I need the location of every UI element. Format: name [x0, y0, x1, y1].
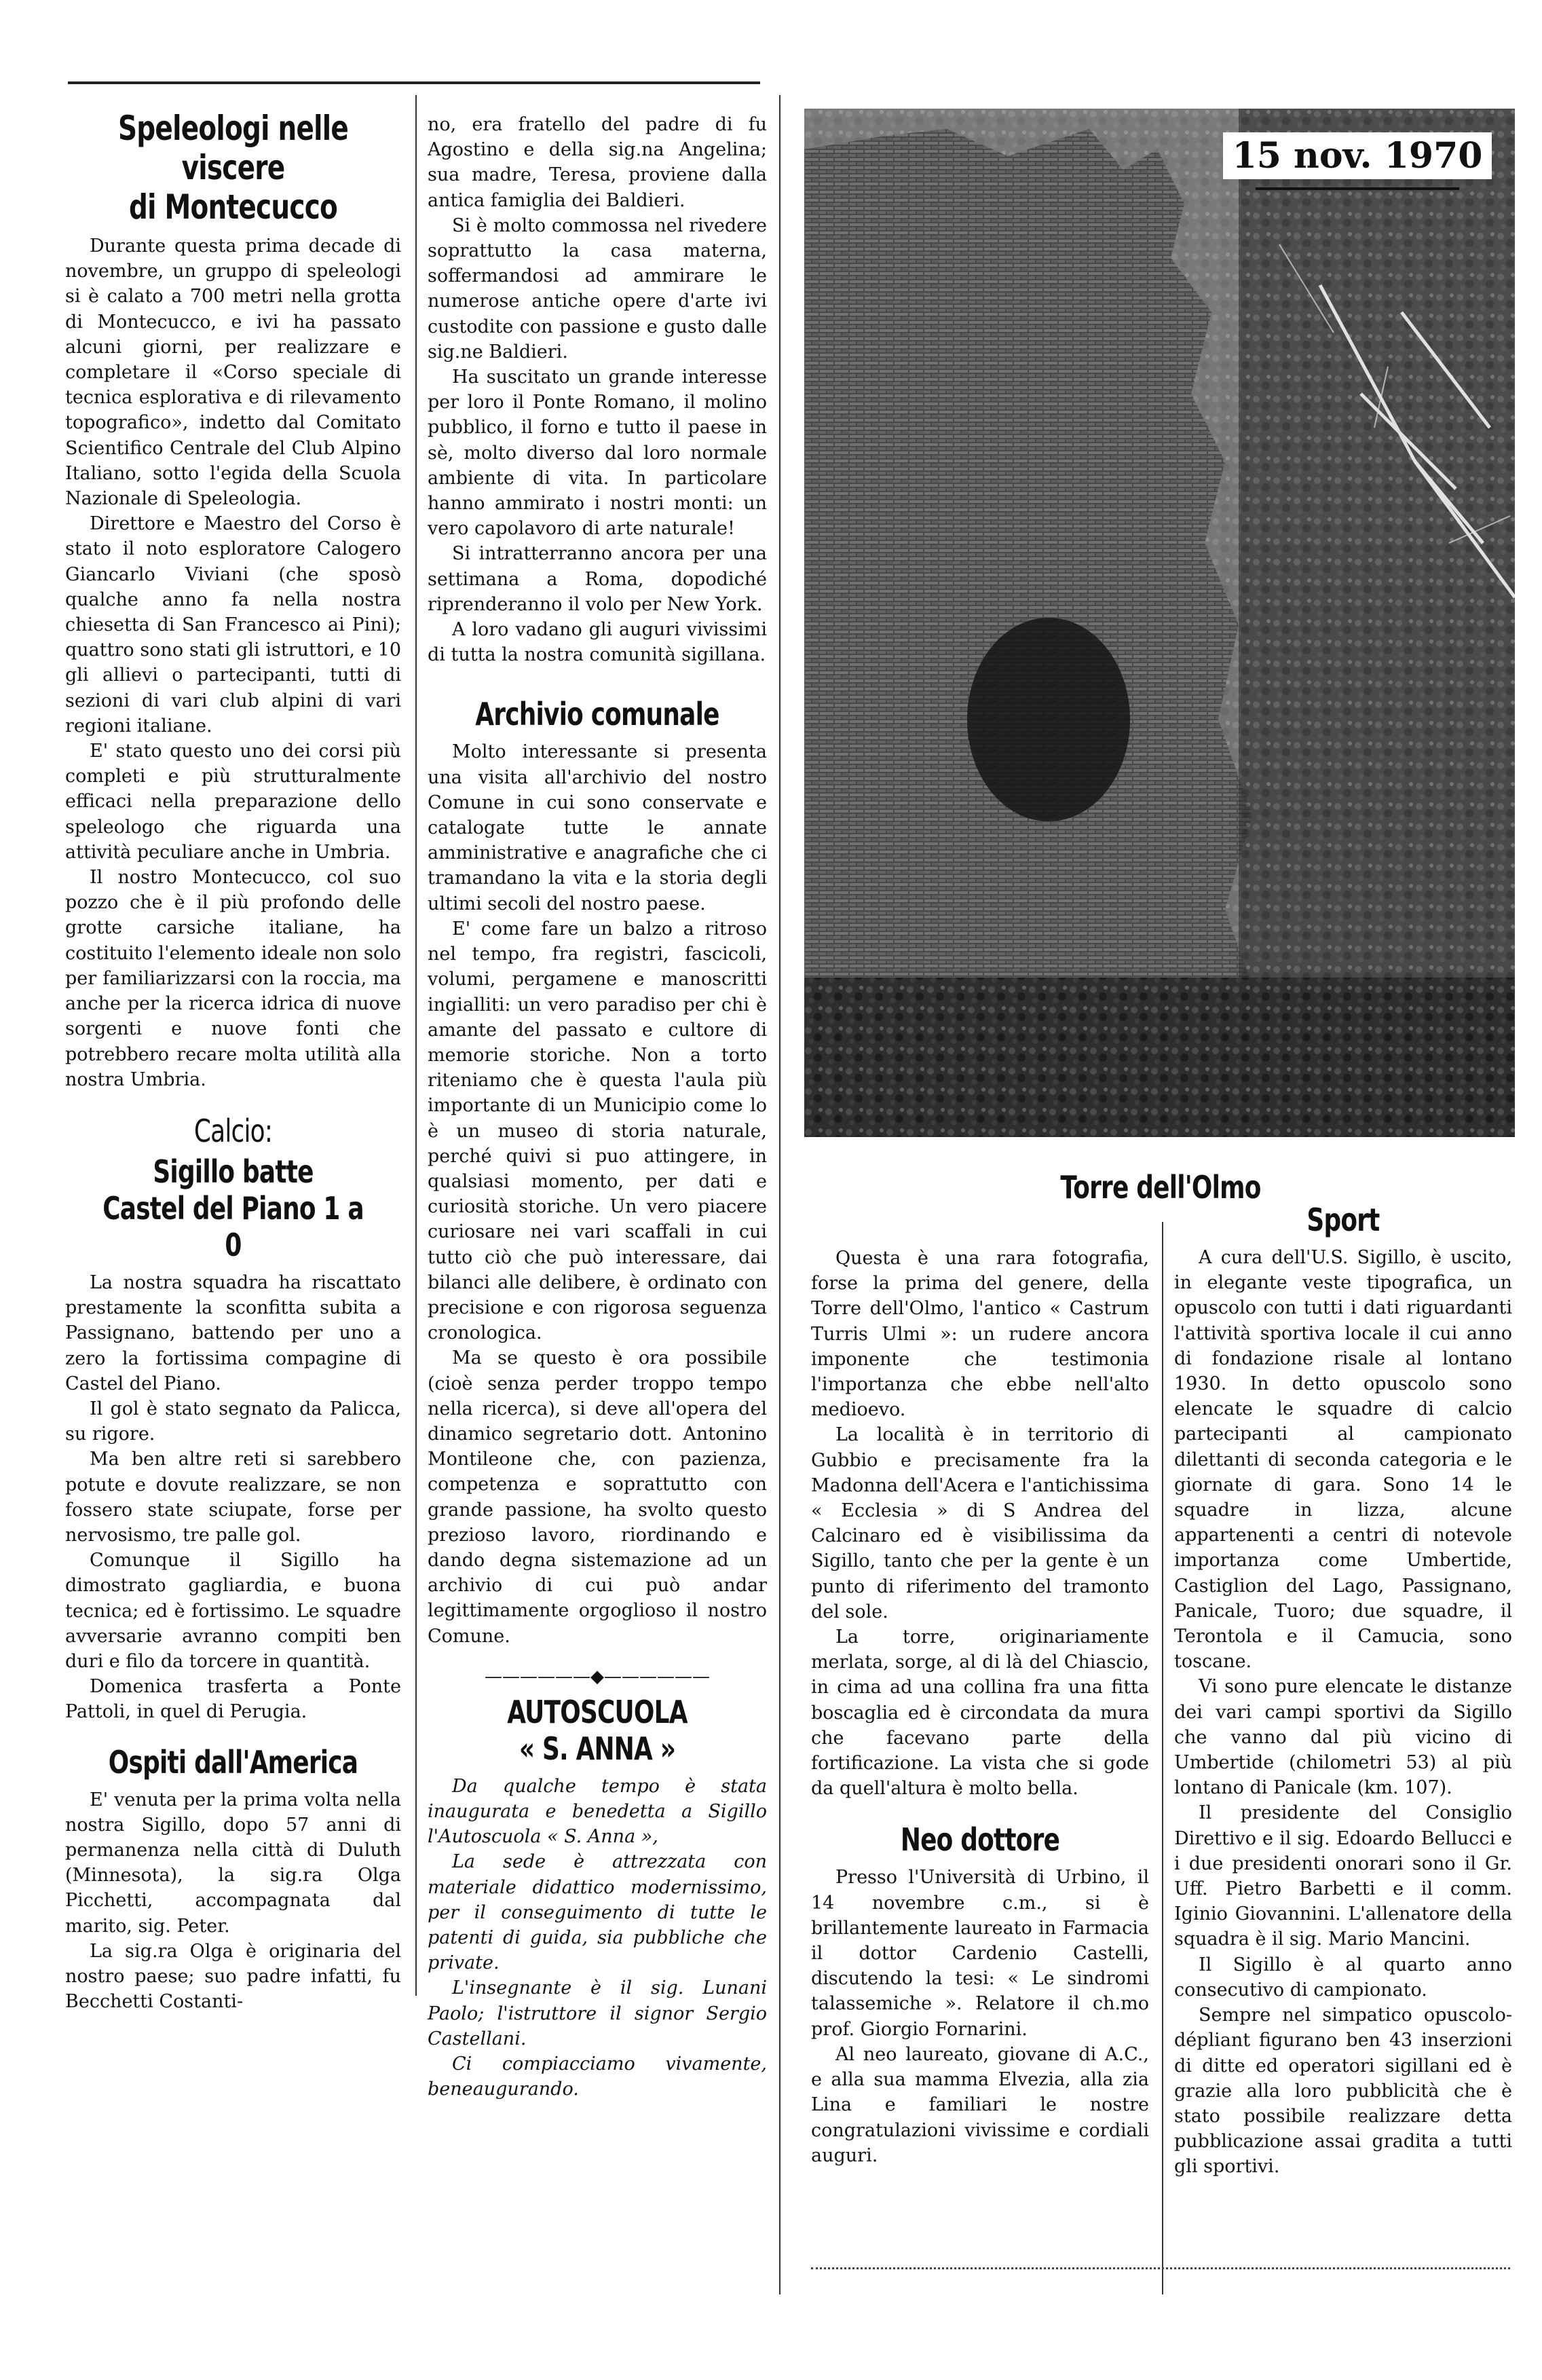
article-body-ospiti-continued — [428, 112, 767, 667]
column-4 — [1174, 1202, 1512, 2180]
article-body-sport — [1174, 1245, 1512, 2180]
tower-photo — [804, 109, 1515, 1137]
article-body-speleologi — [65, 234, 401, 1092]
article-title-autoscuola-line2: « S. ANNA » — [519, 1730, 676, 1767]
paragraph: Si è molto commossa nel rivedere soprattutto la casa materna, soffermandosi ad ammirare le numerose antiche opere d'arte ivi custodite con passione e gusto dalle sig.ne Baldieri. — [428, 215, 767, 362]
article-body-torre — [811, 1246, 1149, 1801]
paragraph: Ha suscitato un grande interesse per loro il Ponte Romano, il molino pubblico, il forno e tutto il paese in sè, molto diverso dal loro normale ambiente di vita. In particolare hanno ammirato i nostri monti: un vero capolavoro di arte naturale! — [428, 367, 767, 540]
article-title-archivio: Archivio comunale — [475, 696, 719, 733]
article-title-sigillo-line1: Sigillo batte — [153, 1153, 314, 1190]
article-body-ospiti — [65, 1787, 401, 2015]
article-title-ospiti: Ospiti dall'America — [108, 1743, 358, 1781]
paragraph: Domenica trasferta a Ponte Pattoli, in quel di Perugia. — [65, 1676, 401, 1723]
paragraph: Comunque il Sigillo ha dimostrato gagliardia, e buona tecnica; ed è fortissimo. Le squadre avversarie avranno compiti ben duri e filo da torcere in quantità. — [65, 1550, 401, 1672]
article-title-sport: Sport — [1306, 1202, 1380, 1238]
tower-ruin-image — [804, 109, 1515, 1137]
article-title-neo-dottore: Neo dottore — [900, 1821, 1060, 1859]
paragraph: A cura dell'U.S. Sigillo, è uscito, in elegante veste tipografica, un opuscolo con tutti i dati riguardanti l'attività sportiva locale il cui anno di fondazione risale al lontano 1930. In detto opuscolo sono elencate le squadre di calcio partecipanti al campionato dilettanti di seconda categoria e le giornate di gara. Sono 14 le squadre in lizza, alcune appartenenti a centri di notevole importanza come Umbertide, Castiglion del Lago, Passignano, Panicale, Tuoro; due squadre, il Terontola e il Camucia, sono toscane. — [1174, 1247, 1512, 1673]
paragraph: Durante questa prima decade di novembre, un gruppo di speleologi si è calato a 700 metri nella grotta di Montecucco, e ivi ha passato alcuni giorni, per realizzare e completare il «Corso speciale di tecnica esplorativa e di rilevamento topografico», indetto dal Comitato Scientifico Centrale del Club Alpino Italiano, sotto l'egida della Scuola Nazionale di Speleologia. — [65, 236, 401, 510]
article-body-autoscuola — [428, 1774, 767, 2102]
paragraph: Ci compiacciamo vivamente, beneaugurando. — [428, 2053, 767, 2100]
paragraph: Il nostro Montecucco, col suo pozzo che è il più profondo delle grotte carsiche italiane, ha costituito l'elemento ideale non solo per familiarizzarsi con la roccia, ma anche per la ricerca idrica di nuove sorgenti e nuove fonti che potrebbero recare molta utilità alla nostra Umbria. — [65, 867, 401, 1090]
article-body-neo-dottore — [811, 1865, 1149, 2168]
photo-caption: Torre dell'Olmo — [1060, 1169, 1261, 1206]
issue-date — [1215, 132, 1500, 190]
article-body-calcio — [65, 1270, 401, 1725]
article-kicker-calcio: Calcio: — [193, 1112, 273, 1149]
column-divider — [1162, 1222, 1163, 2294]
top-rule — [68, 81, 760, 84]
column-2 — [428, 112, 767, 2102]
paragraph: Ma se questo è ora possibile (cioè senza perder troppo tempo nella ricerca), si deve all'opera del dinamico segretario dott. Antonino Montileone che, con pazienza, competenza e soprattutto con grande passione, ha svolto questo prezioso lavoro, riordinando e dando degna sistemazione ad un archivio di cui può andar legittimamente orgoglioso il nostro Comune. — [428, 1347, 767, 1647]
paragraph: Questa è una rara fotografia, forse la prima del genere, della Torre dell'Olmo, l'antico « Castrum Turris Ulmi »: un rudere ancora imponente che testimonia l'importanza che ebbe nell'alto medioevo. — [811, 1248, 1149, 1421]
paragraph: A loro vadano gli auguri vivissimi di tutta la nostra comunità sigillana. — [428, 619, 767, 666]
article-title-speleologi-line1: Speleologi nelle viscere — [117, 109, 349, 187]
column-3 — [811, 1246, 1149, 2168]
date-text: 15 nov. 1970 — [1223, 132, 1492, 179]
bottom-dotted-rule — [811, 2267, 1510, 2269]
paragraph: Presso l'Università di Urbino, il 14 novembre c.m., si è brillantemente laureato in Farmacia il dottor Cardenio Castelli, discutendo la tesi: « Le sindromi talassemiche ». Relatore il ch.mo prof. Giorgio Fornarini. — [811, 1867, 1149, 2040]
paragraph: La sede è attrezzata con materiale didattico modernissimo, per il conseguimento di tutte le patenti di guida, sia pubbliche che private. — [428, 1851, 767, 1974]
paragraph: La località è in territorio di Gubbio e precisamente fra la Madonna dell'Acera e l'antichissima « Ecclesia » di S Andrea del Calcinaro ed è visibilissima da Sigillo, tanto che per la gente è un punto di riferimento del tramonto del sole. — [811, 1424, 1149, 1622]
column-divider — [415, 95, 417, 1996]
paragraph: Si intratterranno ancora per una settimana a Roma, dopodiché riprenderanno il volo per New York. — [428, 543, 767, 615]
paragraph: La torre, originariamente merlata, sorge, al di là del Chiascio, in cima ad una collina fra una fitta boscaglia ed è circondata da mura che facevano parte della fortificazione. La vista che si gode da quell'altura è molto bella. — [811, 1626, 1149, 1800]
paragraph: Sempre nel simpatico opuscolo-dépliant figurano ben 43 inserzioni di ditte ed operatori sigillani ed è grazie alla loro pubblicità che è stato possibile realizzare detta pubblicazione assai gradita a tutti gli sportivi. — [1174, 2005, 1512, 2178]
paragraph: Da qualche tempo è stata inaugurata e benedetta a Sigillo l'Autoscuola « S. Anna », — [428, 1775, 767, 1848]
paragraph: La nostra squadra ha riscattato prestamente la sconfitta subita a Passignano, battendo per uno a zero la fortissima compagine di Castel del Piano. — [65, 1271, 401, 1394]
paragraph: E' stato questo uno dei corsi più completi e più strutturalmente efficaci nella preparazione dello speleologo che riguarda una attività peculiare anche in Umbria. — [65, 741, 401, 863]
paragraph: E' venuta per la prima volta nella nostra Sigillo, dopo 57 anni di permanenza nella città di Duluth (Minnesota), la sig.ra Olga Picchetti, accompagnata dal marito, sig. Peter. — [65, 1789, 401, 1937]
paragraph: Direttore e Maestro del Corso è stato il noto esploratore Calogero Giancarlo Viviani (che sposò qualche anno fa nella nostra chiesetta di San Francesco ai Pini); quattro sono stati gli istruttori, e 10 gli allievi o partecipanti, tutti di sezioni di vari club alpini di vari regioni italiane. — [65, 513, 401, 737]
column-divider — [779, 95, 781, 2294]
article-title-autoscuola-line1: AUTOSCUOLA — [507, 1693, 688, 1730]
article-title-sigillo-line2: Castel del Piano 1 a 0 — [102, 1189, 364, 1263]
article-body-archivio — [428, 739, 767, 1648]
paragraph: Al neo laureato, giovane di A.C., e alla sua mamma Elvezia, alla zia Lina e familiari le nostre congratulazioni vivissime e cordiali auguri. — [811, 2043, 1149, 2166]
article-title-speleologi-line2: di Montecucco — [128, 187, 338, 227]
date-underline — [1256, 187, 1459, 190]
paragraph: Molto interessante si presenta una visita all'archivio del nostro Comune in cui sono conservate e catalogate tutte le annate amministrative e anagrafiche che ci tramandano la vita e la storia degli ultimi secoli del nostro paese. — [428, 741, 767, 914]
paragraph: Il presidente del Consiglio Direttivo e il sig. Edoardo Bellucci e i due presidenti onorari sono il Gr. Uff. Pietro Barbetti e il comm. Iginio Giovannini. L'allenatore della squadra è il sig. Mario Mancini. — [1174, 1802, 1512, 1950]
paragraph: Vi sono pure elencate le distanze dei vari campi sportivi da Sigillo che vanno dal più vicino di Umbertide (chilometri 53) al più lontano di Panicale (km. 107). — [1174, 1676, 1512, 1799]
paragraph: L'insegnante è il sig. Lunani Paolo; l'istruttore il signor Sergio Castellani. — [428, 1977, 767, 2049]
paragraph: Il Sigillo è al quarto anno consecutivo di campionato. — [1174, 1954, 1512, 2001]
ornament-divider: ——————◆—————— — [485, 1666, 710, 1687]
paragraph: Ma ben altre reti si sarebbero potute e dovute realizzare, se non fossero state sciupate, forse per nervosismo, tre palle gol. — [65, 1449, 401, 1546]
paragraph: E' come fare un balzo a ritroso nel tempo, fra registri, fascicoli, volumi, pergamene e manoscritti ingialliti: un vero paradiso per chi è amante del passato e cultore di memorie storiche. Non a torto riteniamo che è questa l'aula più importante di un Municipio come lo è un museo di storia naturale, perché quivi si puo attingere, in qualsiasi momento, per dati e curiosità storiche. Un vero piacere curiosare nei vari scaffali in cui tutto ciò che può interessare, dai bilanci alle delibere, è ordinato con precisione e con rigorosa seguenza cronologica. — [428, 918, 767, 1344]
column-1 — [65, 109, 401, 2014]
paragraph: Il gol è stato segnato da Palicca, su rigore. — [65, 1398, 401, 1445]
paragraph: La sig.ra Olga è originaria del nostro paese; suo padre infatti, fu Becchetti Costanti- — [65, 1940, 401, 2013]
paragraph: no, era fratello del padre di fu Agostino e della sig.na Angelina; sua madre, Teresa, proviene dalla antica famiglia dei Baldieri. — [428, 114, 767, 211]
